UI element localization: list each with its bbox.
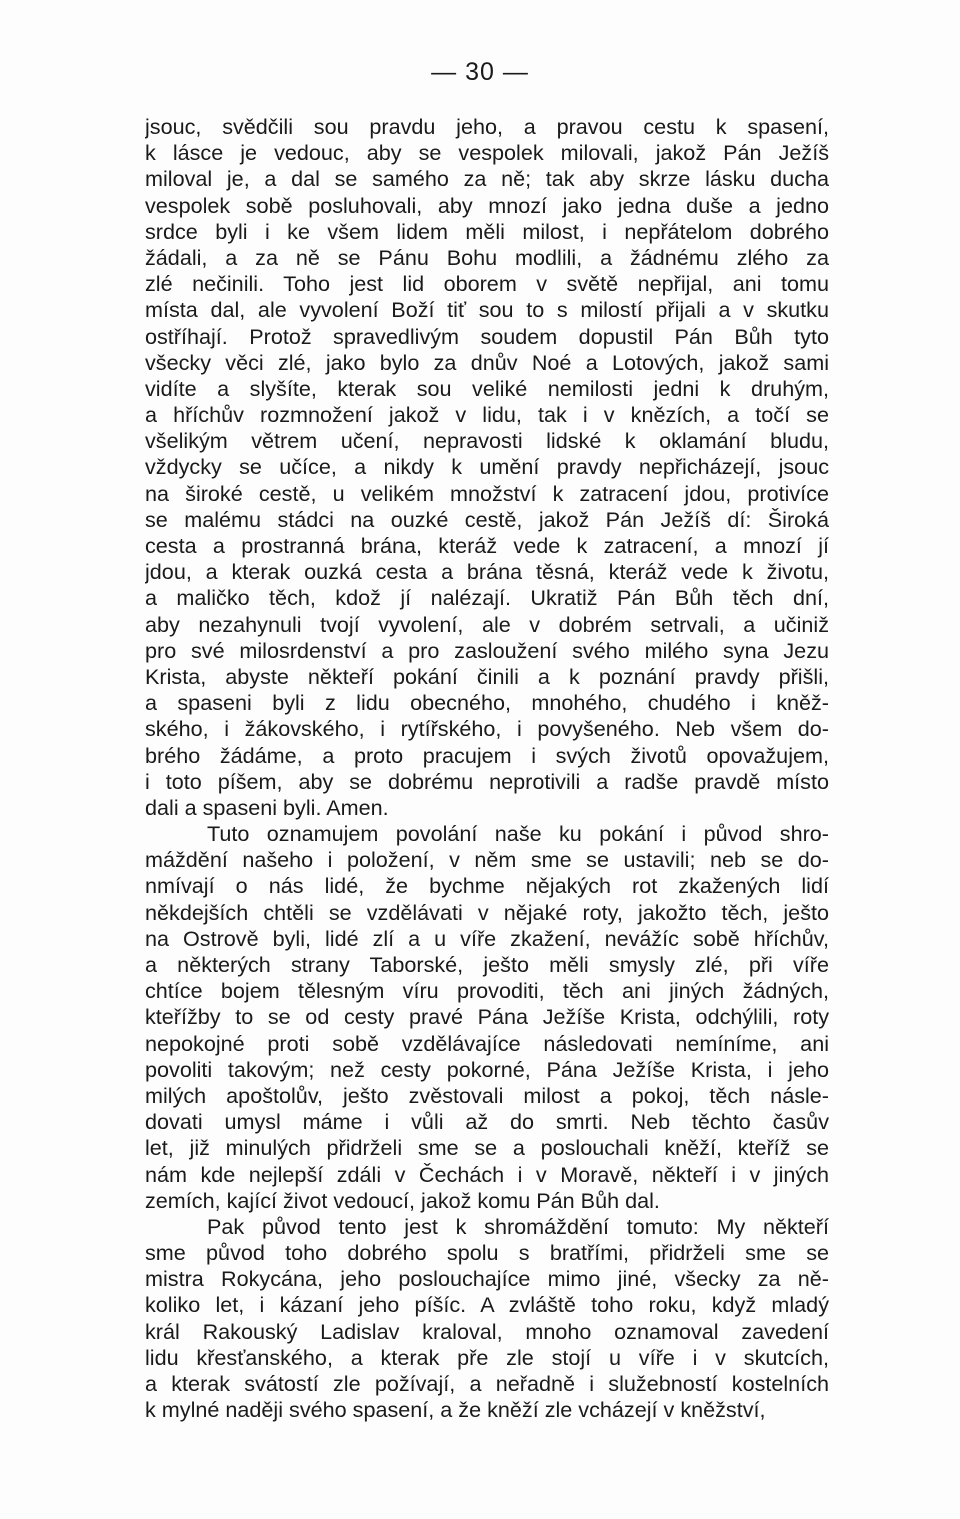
- text-line: i toto píšem, aby se dobrému neprotivili a radše pravdě místo: [145, 768, 829, 794]
- text-line: k mylné naději svého spasení, a že kněží zle vcházejí v kněžství,: [145, 1397, 766, 1423]
- text-line: lidu křesťanského, a kterak pře zle stojí u víře i v skutcích,: [145, 1344, 829, 1370]
- page-number: — 30 —: [431, 58, 529, 86]
- text-line: vespolek sobě posluhovali, aby mnozí jako jedna duše a jedno: [145, 192, 829, 218]
- text-line: a maličko těch, kdož jí nalézají. Ukratiž Pán Bůh těch dní,: [145, 585, 829, 611]
- text-line: a některých strany Taborské, ješto měli smysly zlé, při víře: [145, 952, 829, 977]
- text-line: zemích, kající život vedoucí, jakož komu Pán Bůh dal.: [145, 1187, 660, 1213]
- text-line: cesta a prostranná brána, kteráž vede k zatracení, a mnozí jí: [145, 533, 829, 558]
- text-line: Tuto oznamujem povolání naše ku pokání i původ shro-: [207, 821, 829, 847]
- text-line: zlé nečinili. Toho jest lid oborem v světě nepřijal, ani tomu: [145, 271, 829, 297]
- text-line: miloval je, a dal se samého za ně; tak aby skrze lásku ducha: [145, 166, 829, 192]
- text-line: srdce byli i ke všem lidem měli milost, i nepřátelom dobrého: [145, 218, 829, 244]
- text-line: na Ostrově byli, lidé zlí a u víře zkažení, nevážíc sobě hříchův,: [145, 925, 829, 951]
- text-line: Krista, abyste někteří pokání činili a k poznání pravdy přišli,: [145, 663, 829, 689]
- text-line: milých apoštolův, ješto zvěstovali milost a pokoj, těch násle-: [145, 1082, 829, 1108]
- text-line: sme původ toho dobrého spolu s bratřími, přidrželi sme se: [145, 1240, 829, 1266]
- text-line: všelikým větrem učení, nepravosti lidské k oklamání bludu,: [145, 428, 829, 454]
- text-line: povoliti takovým; než cesty pokorné, Pána Ježíše Krista, i jeho: [145, 1056, 829, 1082]
- text-line: nám kde nejlepší zdáli v Čechách i v Moravě, někteří i v jiných: [145, 1161, 829, 1187]
- text-line: ského, i žákovského, i rytířského, i povyšeného. Neb všem do-: [145, 716, 829, 742]
- text-line: mistra Rokycána, jeho poslouchajíce mimo jiné, všecky za ně-: [145, 1266, 829, 1292]
- text-line: všecky věci zlé, jako bylo za dnův Noé a Lotových, jakož sami: [145, 349, 829, 375]
- text-line: a hříchův rozmnožení jakož v lidu, tak i v knězích, a točí se: [145, 402, 829, 428]
- text-line: a spaseni byli z lidu obecného, mnohého, chudého i kněž-: [145, 690, 829, 716]
- text-line: nmívají o nás lidé, že bychme nějakých rot zkažených lidí: [145, 873, 829, 899]
- text-line: k lásce je vedouc, aby se vespolek milovali, jakož Pán Ježíš: [145, 140, 829, 166]
- paragraph: [145, 821, 829, 1214]
- text-line: se malému stádci na ouzké cestě, jakož Pán Ježíš dí: Široká: [145, 506, 829, 532]
- text-line: jdou, a kterak ouzká cesta a brána těsná, kteráž vede k životu,: [145, 559, 829, 585]
- text-line: Pak původ tento jest k shromáždění tomuto: My někteří: [207, 1213, 829, 1239]
- text-line: někdejších chtěli se vzdělávati v nějaké roty, jakožto těch, ješto: [145, 899, 829, 925]
- text-line: místa dal, ale vyvolení Boží tiť sou to s milostí přijali a v skutku: [145, 297, 829, 323]
- text-line: nepokojné proti sobě vzdělávajíce následovati nemíníme, ani: [145, 1030, 829, 1056]
- text-line: a kterak svátostí zle požívají, a neřadně i služebností kostelních: [145, 1371, 829, 1396]
- text-line: žádali, a za ně se Pánu Bohu modlili, a žádnému zlého za: [145, 244, 829, 270]
- text-line: vždycky se učíce, a nikdy k umění pravdy nepřicházejí, jsouc: [145, 454, 829, 480]
- text-line: ostříhají. Protož spravedlivým soudem dopustil Pán Bůh tyto: [145, 323, 829, 349]
- text-line: chtíce bojem tělesným víru provoditi, těch ani jiných žádných,: [145, 978, 829, 1004]
- text-line: kteřížby to se od cesty pravé Pána Ježíše Krista, odchýlili, roty: [145, 1004, 829, 1030]
- text-line: let, již minulých přidrželi sme se a poslouchali kněží, kteříž se: [145, 1135, 829, 1161]
- text-line: brého žádáme, a proto pracujem i svých životů opovažujem,: [145, 742, 829, 768]
- text-line: jsouc, svědčili sou pravdu jeho, a pravou cestu k spasení,: [145, 114, 829, 139]
- paragraph: [145, 114, 829, 821]
- text-line: vidíte a slyšíte, kterak sou veliké nemilosti jedni k druhým,: [145, 375, 829, 401]
- text-line: na široké cestě, u velikém množství k zatracení jdou, protivíce: [145, 480, 829, 506]
- text-line: máždění našeho i položení, v něm sme se ustavili; neb se do-: [145, 847, 829, 873]
- text-line: pro své milosrdenství a pro zasloužení svého milého syna Jezu: [145, 637, 829, 663]
- paragraph: [145, 1214, 829, 1424]
- text-line: dovati umysl máme i vůli až do smrti. Neb těchto časův: [145, 1109, 829, 1135]
- text-line: koliko let, i kázaní jeho píšíc. A zvláště toho roku, když mladý: [145, 1292, 829, 1318]
- body-text: [145, 114, 829, 1423]
- text-line: král Rakouský Ladislav kraloval, mnoho oznamoval zavedení: [145, 1318, 829, 1344]
- text-line: aby nezahynuli tvojí vyvolení, ale v dobrém setrvali, a učiniž: [145, 611, 829, 637]
- text-line: dali a spaseni byli. Amen.: [145, 794, 389, 820]
